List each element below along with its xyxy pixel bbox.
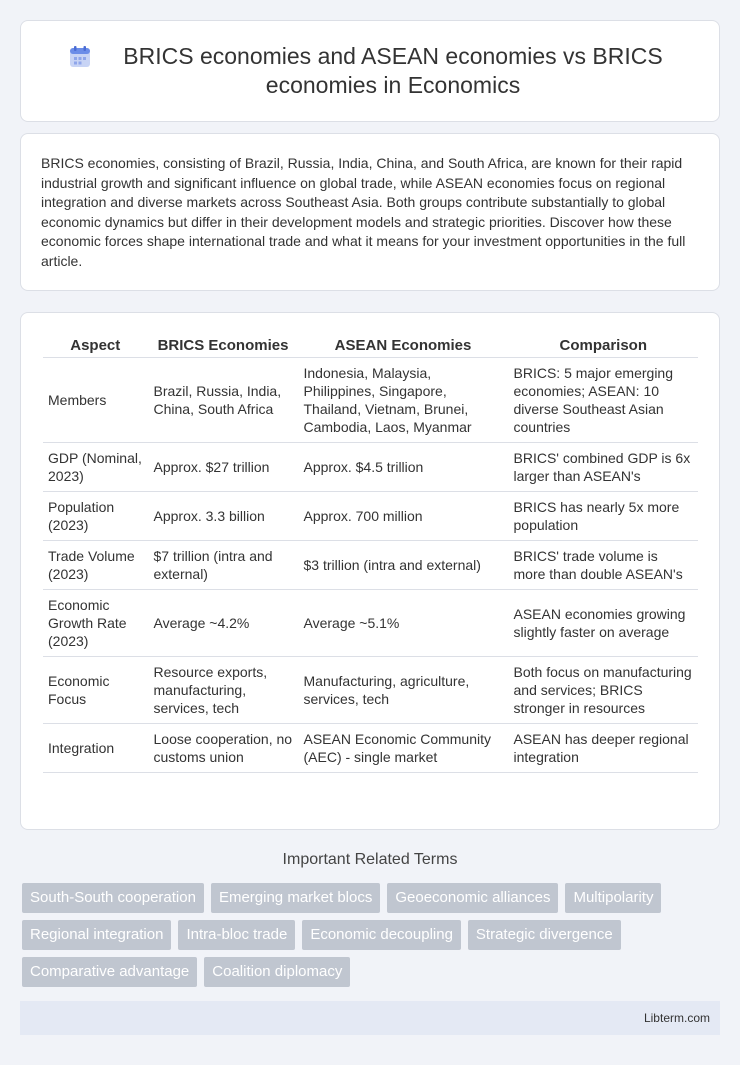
related-term-tag[interactable]: Regional integration <box>22 920 171 950</box>
related-term-tag[interactable]: Strategic divergence <box>468 920 621 950</box>
intro-card <box>20 133 720 291</box>
related-term-tag[interactable]: Intra-bloc trade <box>178 920 295 950</box>
table-cell: Average ~5.1% <box>298 590 508 657</box>
table-cell: Trade Volume (2023) <box>43 541 148 590</box>
table-row <box>43 358 698 443</box>
table-row <box>43 724 698 773</box>
table-cell: Loose cooperation, no customs union <box>148 724 298 773</box>
title-wrap <box>67 42 673 100</box>
title-card <box>20 20 720 122</box>
calendar-icon <box>67 44 93 70</box>
table-header-cell: ASEAN Economies <box>298 331 508 358</box>
table-cell: BRICS has nearly 5x more population <box>508 492 698 541</box>
table-row <box>43 590 698 657</box>
table-row <box>43 541 698 590</box>
table-cell: Approx. 3.3 billion <box>148 492 298 541</box>
comparison-table <box>43 331 698 773</box>
related-term-tag[interactable]: Comparative advantage <box>22 957 197 987</box>
table-row <box>43 657 698 724</box>
table-cell: Approx. $27 trillion <box>148 443 298 492</box>
page-title: BRICS economies and ASEAN economies vs BRICS economies in Economics <box>123 43 663 98</box>
table-cell: Brazil, Russia, India, China, South Africa <box>148 358 298 443</box>
related-term-tag[interactable]: Economic decoupling <box>302 920 461 950</box>
table-cell: Indonesia, Malaysia, Philippines, Singapore, Thailand, Vietnam, Brunei, Cambodia, Laos, Myanmar <box>298 358 508 443</box>
table-cell: Members <box>43 358 148 443</box>
table-cell: Approx. $4.5 trillion <box>298 443 508 492</box>
table-cell: Resource exports, manufacturing, services, tech <box>148 657 298 724</box>
table-cell: Manufacturing, agriculture, services, tech <box>298 657 508 724</box>
related-term-tag[interactable]: South-South cooperation <box>22 883 204 913</box>
table-cell: ASEAN has deeper regional integration <box>508 724 698 773</box>
table-cell: BRICS' trade volume is more than double ASEAN's <box>508 541 698 590</box>
table-cell: Economic Growth Rate (2023) <box>43 590 148 657</box>
table-cell: GDP (Nominal, 2023) <box>43 443 148 492</box>
table-cell: ASEAN Economic Community (AEC) - single market <box>298 724 508 773</box>
table-header-cell: BRICS Economies <box>148 331 298 358</box>
table-cell: Population (2023) <box>43 492 148 541</box>
related-terms-title: Important Related Terms <box>282 851 458 868</box>
intro-paragraph: BRICS economies, consisting of Brazil, Russia, India, China, and South Africa, are known for their rapid industrial growth and significant influence on global trade, while ASEAN economies focus on regional integration and diverse markets across Southeast Asia. Both groups contribute substantially to global economic dynamics but differ in their development models and strategic priorities. Discover how these economic forces shape international trade and what it means for your investment opportunities in the full article. <box>41 155 686 269</box>
table-cell: BRICS: 5 major emerging economies; ASEAN: 10 diverse Southeast Asian countries <box>508 358 698 443</box>
related-term-tag[interactable]: Emerging market blocs <box>211 883 380 913</box>
table-cell: Economic Focus <box>43 657 148 724</box>
table-cell: Integration <box>43 724 148 773</box>
related-term-tag[interactable]: Geoeconomic alliances <box>387 883 558 913</box>
table-cell: Average ~4.2% <box>148 590 298 657</box>
footer <box>20 1001 720 1035</box>
table-header-row <box>43 331 698 358</box>
table-cell: Both focus on manufacturing and services; BRICS stronger in resources <box>508 657 698 724</box>
table-row <box>43 443 698 492</box>
table-body <box>43 358 698 773</box>
table-cell: BRICS' combined GDP is 6x larger than ASEAN's <box>508 443 698 492</box>
table-cell: $3 trillion (intra and external) <box>298 541 508 590</box>
table-cell: Approx. 700 million <box>298 492 508 541</box>
related-term-tag[interactable]: Multipolarity <box>565 883 661 913</box>
table-row <box>43 492 698 541</box>
footer-site-link[interactable]: Libterm.com <box>643 1011 710 1025</box>
comparison-card <box>20 312 720 830</box>
table-header-cell: Aspect <box>43 331 148 358</box>
table-cell: ASEAN economies growing slightly faster on average <box>508 590 698 657</box>
table-cell: $7 trillion (intra and external) <box>148 541 298 590</box>
related-term-tag[interactable]: Coalition diplomacy <box>204 957 350 987</box>
table-header-cell: Comparison <box>508 331 698 358</box>
related-terms-list <box>22 883 722 987</box>
